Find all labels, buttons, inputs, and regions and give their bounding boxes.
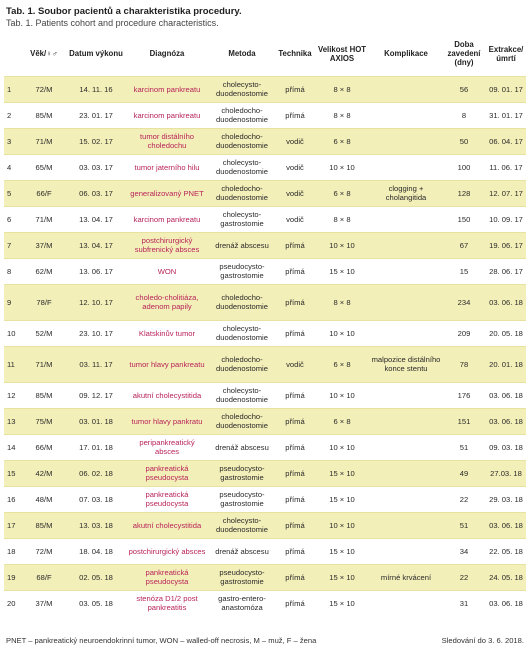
row-extraction: 28. 06. 17	[486, 258, 526, 284]
row-age-sex: 72/M	[22, 76, 66, 102]
row-size: 15 × 10	[314, 486, 370, 512]
row-complication: malpozice distálního konce stentu	[370, 346, 442, 382]
row-stay: 51	[442, 512, 486, 538]
row-age-sex: 85/M	[22, 512, 66, 538]
header-technique: Technika	[278, 49, 312, 59]
row-complication	[370, 154, 442, 180]
row-diagnosis: karcinom pankreatu	[126, 76, 208, 102]
row-age-sex: 71/M	[22, 128, 66, 154]
table-row	[4, 258, 526, 284]
row-diagnosis: WON	[126, 258, 208, 284]
row-date: 06. 03. 17	[66, 180, 126, 206]
table-row	[4, 460, 526, 486]
header-complication: Komplikace	[384, 49, 428, 59]
header-age-sex: Věk/♀♂	[30, 49, 58, 59]
row-technique: přímá	[276, 434, 314, 460]
row-extraction: 09. 03. 18	[486, 434, 526, 460]
row-index: 8	[4, 258, 22, 284]
footer-abbreviations: PNET – pankreatický neuroendokrinní tumor, WON – walled-off necrosis, M – muž, F – žena	[6, 636, 317, 645]
row-method: choledocho-duodenostomie	[208, 102, 276, 128]
row-complication	[370, 408, 442, 434]
row-date: 07. 03. 18	[66, 486, 126, 512]
row-technique: přímá	[276, 320, 314, 346]
row-date: 03. 01. 18	[66, 408, 126, 434]
table-body	[4, 76, 526, 616]
header-date: Datum výkonu	[69, 49, 123, 59]
row-stay: 176	[442, 382, 486, 408]
row-method: pseudocysto-gastrostomie	[208, 564, 276, 590]
row-diagnosis: stenóza D1/2 post pankreatitis	[126, 590, 208, 616]
row-age-sex: 37/M	[22, 232, 66, 258]
row-stay: 67	[442, 232, 486, 258]
row-age-sex: 37/M	[22, 590, 66, 616]
row-method: pseudocysto-gastrostomie	[208, 258, 276, 284]
row-size: 15 × 10	[314, 460, 370, 486]
table-row	[4, 320, 526, 346]
row-stay: 31	[442, 590, 486, 616]
row-date: 03. 03. 17	[66, 154, 126, 180]
row-technique: vodič	[276, 206, 314, 232]
row-stay: 22	[442, 564, 486, 590]
row-size: 10 × 10	[314, 382, 370, 408]
table-row	[4, 232, 526, 258]
header-row	[4, 32, 526, 76]
row-size: 10 × 10	[314, 434, 370, 460]
row-stay: 128	[442, 180, 486, 206]
row-size: 8 × 8	[314, 102, 370, 128]
row-date: 14. 11. 16	[66, 76, 126, 102]
row-date: 18. 04. 18	[66, 538, 126, 564]
row-method: drenáž abscesu	[208, 538, 276, 564]
row-extraction: 24. 05. 18	[486, 564, 526, 590]
row-complication	[370, 258, 442, 284]
table-row	[4, 434, 526, 460]
row-index: 15	[4, 460, 22, 486]
row-diagnosis: postchirurgický subfrenický absces	[126, 232, 208, 258]
row-diagnosis: postchirurgický absces	[126, 538, 208, 564]
row-index: 9	[4, 284, 22, 320]
table-row	[4, 128, 526, 154]
table-row	[4, 564, 526, 590]
row-technique: přímá	[276, 512, 314, 538]
row-age-sex: 66/F	[22, 180, 66, 206]
row-diagnosis: karcinom pankreatu	[126, 102, 208, 128]
row-stay: 234	[442, 284, 486, 320]
row-method: choledocho-duodenostomie	[208, 346, 276, 382]
table-row	[4, 538, 526, 564]
row-date: 03. 05. 18	[66, 590, 126, 616]
row-complication	[370, 590, 442, 616]
row-method: cholecysto-duodenostomie	[208, 76, 276, 102]
row-size: 6 × 8	[314, 180, 370, 206]
table-subtitle: Tab. 1. Patients cohort and procedure characteristics.	[6, 18, 219, 28]
row-size: 6 × 8	[314, 346, 370, 382]
row-index: 16	[4, 486, 22, 512]
row-extraction: 03. 06. 18	[486, 284, 526, 320]
row-size: 10 × 10	[314, 154, 370, 180]
table-row	[4, 206, 526, 232]
row-complication	[370, 512, 442, 538]
header-idx	[4, 32, 22, 76]
row-method: cholecysto-duodenostomie	[208, 382, 276, 408]
row-date: 13. 04. 17	[66, 206, 126, 232]
row-extraction: 09. 01. 17	[486, 76, 526, 102]
row-diagnosis: akutní cholecystitida	[126, 382, 208, 408]
row-complication	[370, 128, 442, 154]
row-date: 13. 04. 17	[66, 232, 126, 258]
row-technique: přímá	[276, 284, 314, 320]
row-method: choledocho-duodenostomie	[208, 408, 276, 434]
row-complication	[370, 232, 442, 258]
table-row	[4, 180, 526, 206]
row-size: 10 × 10	[314, 512, 370, 538]
row-index: 17	[4, 512, 22, 538]
header-extraction: Extrakce/ úmrtí	[488, 44, 524, 63]
row-extraction: 20. 05. 18	[486, 320, 526, 346]
row-age-sex: 62/M	[22, 258, 66, 284]
row-stay: 50	[442, 128, 486, 154]
row-stay: 209	[442, 320, 486, 346]
row-technique: přímá	[276, 486, 314, 512]
table-row	[4, 102, 526, 128]
row-date: 02. 05. 18	[66, 564, 126, 590]
row-method: cholecysto-duodenostomie	[208, 320, 276, 346]
row-complication	[370, 538, 442, 564]
row-date: 09. 12. 17	[66, 382, 126, 408]
row-date: 23. 01. 17	[66, 102, 126, 128]
row-method: pseudocysto-gastrostomie	[208, 486, 276, 512]
row-size: 8 × 8	[314, 284, 370, 320]
row-size: 15 × 10	[314, 538, 370, 564]
row-technique: přímá	[276, 258, 314, 284]
row-date: 13. 03. 18	[66, 512, 126, 538]
row-method: gastro-entero-anastomóza	[208, 590, 276, 616]
row-technique: přímá	[276, 590, 314, 616]
row-age-sex: 48/M	[22, 486, 66, 512]
row-size: 6 × 8	[314, 128, 370, 154]
row-index: 7	[4, 232, 22, 258]
row-index: 18	[4, 538, 22, 564]
row-index: 1	[4, 76, 22, 102]
header-stay: Doba zavedení (dny)	[447, 40, 481, 68]
row-extraction: 31. 01. 17	[486, 102, 526, 128]
row-complication: mírné krvácení	[370, 564, 442, 590]
row-stay: 49	[442, 460, 486, 486]
row-diagnosis: tumor hlavy pankratu	[126, 408, 208, 434]
row-index: 19	[4, 564, 22, 590]
row-technique: přímá	[276, 460, 314, 486]
row-complication	[370, 486, 442, 512]
row-diagnosis: choledo-cholitiáza, adenom papily	[126, 284, 208, 320]
row-stay: 51	[442, 434, 486, 460]
row-extraction: 06. 04. 17	[486, 128, 526, 154]
table-row	[4, 590, 526, 616]
row-age-sex: 52/M	[22, 320, 66, 346]
row-complication: clogging + cholangitida	[370, 180, 442, 206]
header-method: Metoda	[228, 49, 256, 59]
row-age-sex: 75/M	[22, 408, 66, 434]
row-extraction: 10. 09. 17	[486, 206, 526, 232]
row-technique: přímá	[276, 76, 314, 102]
row-extraction: 12. 07. 17	[486, 180, 526, 206]
row-index: 10	[4, 320, 22, 346]
row-complication	[370, 76, 442, 102]
row-diagnosis: Klatskinův tumor	[126, 320, 208, 346]
row-extraction: 29. 03. 18	[486, 486, 526, 512]
row-diagnosis: karcinom pankreatu	[126, 206, 208, 232]
row-technique: přímá	[276, 382, 314, 408]
row-date: 12. 10. 17	[66, 284, 126, 320]
row-index: 6	[4, 206, 22, 232]
row-size: 10 × 10	[314, 232, 370, 258]
patients-table	[4, 32, 526, 616]
row-size: 8 × 8	[314, 206, 370, 232]
row-extraction: 19. 06. 17	[486, 232, 526, 258]
row-size: 10 × 10	[314, 320, 370, 346]
row-age-sex: 68/F	[22, 564, 66, 590]
row-date: 06. 02. 18	[66, 460, 126, 486]
row-stay: 150	[442, 206, 486, 232]
row-index: 14	[4, 434, 22, 460]
row-complication	[370, 434, 442, 460]
row-age-sex: 71/M	[22, 206, 66, 232]
row-index: 12	[4, 382, 22, 408]
row-technique: vodič	[276, 154, 314, 180]
header-diagnosis: Diagnóza	[149, 49, 185, 59]
row-diagnosis: generalizovaný PNET	[126, 180, 208, 206]
row-stay: 100	[442, 154, 486, 180]
row-size: 6 × 8	[314, 408, 370, 434]
row-technique: vodič	[276, 346, 314, 382]
row-size: 8 × 8	[314, 76, 370, 102]
row-diagnosis: akutní cholecystitida	[126, 512, 208, 538]
row-index: 5	[4, 180, 22, 206]
row-index: 3	[4, 128, 22, 154]
row-size: 15 × 10	[314, 564, 370, 590]
table-row	[4, 512, 526, 538]
row-extraction: 03. 06. 18	[486, 512, 526, 538]
row-date: 03. 11. 17	[66, 346, 126, 382]
table-row	[4, 284, 526, 320]
row-index: 4	[4, 154, 22, 180]
row-method: cholecysto-gastrostomie	[208, 206, 276, 232]
row-diagnosis: pankreatická pseudocysta	[126, 564, 208, 590]
table-row	[4, 408, 526, 434]
row-age-sex: 66/M	[22, 434, 66, 460]
row-complication	[370, 382, 442, 408]
row-technique: vodič	[276, 128, 314, 154]
row-stay: 8	[442, 102, 486, 128]
row-diagnosis: tumor distálního choledochu	[126, 128, 208, 154]
table-container	[4, 6, 526, 616]
row-extraction: 03. 06. 18	[486, 408, 526, 434]
row-method: drenáž abscesu	[208, 232, 276, 258]
row-technique: přímá	[276, 232, 314, 258]
row-extraction: 27.03. 18	[486, 460, 526, 486]
row-date: 17. 01. 18	[66, 434, 126, 460]
row-age-sex: 42/M	[22, 460, 66, 486]
row-index: 20	[4, 590, 22, 616]
row-complication	[370, 102, 442, 128]
row-method: pseudocysto-gastrostomie	[208, 460, 276, 486]
row-age-sex: 85/M	[22, 382, 66, 408]
row-method: choledocho-duodenostomie	[208, 180, 276, 206]
table-row	[4, 486, 526, 512]
row-age-sex: 71/M	[22, 346, 66, 382]
row-diagnosis: pankreatická pseudocysta	[126, 486, 208, 512]
row-stay: 56	[442, 76, 486, 102]
row-method: choledocho-duodenostomie	[208, 284, 276, 320]
row-complication	[370, 206, 442, 232]
row-diagnosis: peripankreatický absces	[126, 434, 208, 460]
row-index: 11	[4, 346, 22, 382]
row-stay: 22	[442, 486, 486, 512]
row-method: drenáž abscesu	[208, 434, 276, 460]
row-size: 15 × 10	[314, 258, 370, 284]
footer-followup: Sledování do 3. 6. 2018.	[441, 636, 524, 645]
row-age-sex: 85/M	[22, 102, 66, 128]
row-extraction: 03. 06. 18	[486, 382, 526, 408]
row-technique: přímá	[276, 408, 314, 434]
row-date: 15. 02. 17	[66, 128, 126, 154]
row-extraction: 20. 01. 18	[486, 346, 526, 382]
row-stay: 34	[442, 538, 486, 564]
table-row	[4, 346, 526, 382]
row-method: cholecysto-duodenostomie	[208, 154, 276, 180]
row-diagnosis: pankreatická pseudocysta	[126, 460, 208, 486]
row-method: choledocho-duodenostomie	[208, 128, 276, 154]
table-row	[4, 76, 526, 102]
row-technique: přímá	[276, 102, 314, 128]
row-technique: přímá	[276, 538, 314, 564]
row-complication	[370, 320, 442, 346]
row-complication	[370, 460, 442, 486]
row-technique: vodič	[276, 180, 314, 206]
row-date: 13. 06. 17	[66, 258, 126, 284]
row-stay: 151	[442, 408, 486, 434]
table-row	[4, 154, 526, 180]
row-extraction: 11. 06. 17	[486, 154, 526, 180]
row-extraction: 03. 06. 18	[486, 590, 526, 616]
row-index: 13	[4, 408, 22, 434]
row-technique: přímá	[276, 564, 314, 590]
row-date: 23. 10. 17	[66, 320, 126, 346]
row-age-sex: 78/F	[22, 284, 66, 320]
row-diagnosis: tumor hlavy pankreatu	[126, 346, 208, 382]
row-size: 15 × 10	[314, 590, 370, 616]
header-size: Velikost HOT AXIOS	[317, 44, 367, 63]
row-diagnosis: tumor jaterního hilu	[126, 154, 208, 180]
row-stay: 15	[442, 258, 486, 284]
row-age-sex: 65/M	[22, 154, 66, 180]
table-row	[4, 382, 526, 408]
row-extraction: 22. 05. 18	[486, 538, 526, 564]
row-age-sex: 72/M	[22, 538, 66, 564]
table-title: Tab. 1. Soubor pacientů a charakteristika procedury.	[6, 6, 242, 17]
row-index: 2	[4, 102, 22, 128]
row-stay: 78	[442, 346, 486, 382]
row-complication	[370, 284, 442, 320]
row-method: cholecysto-duodenostomie	[208, 512, 276, 538]
